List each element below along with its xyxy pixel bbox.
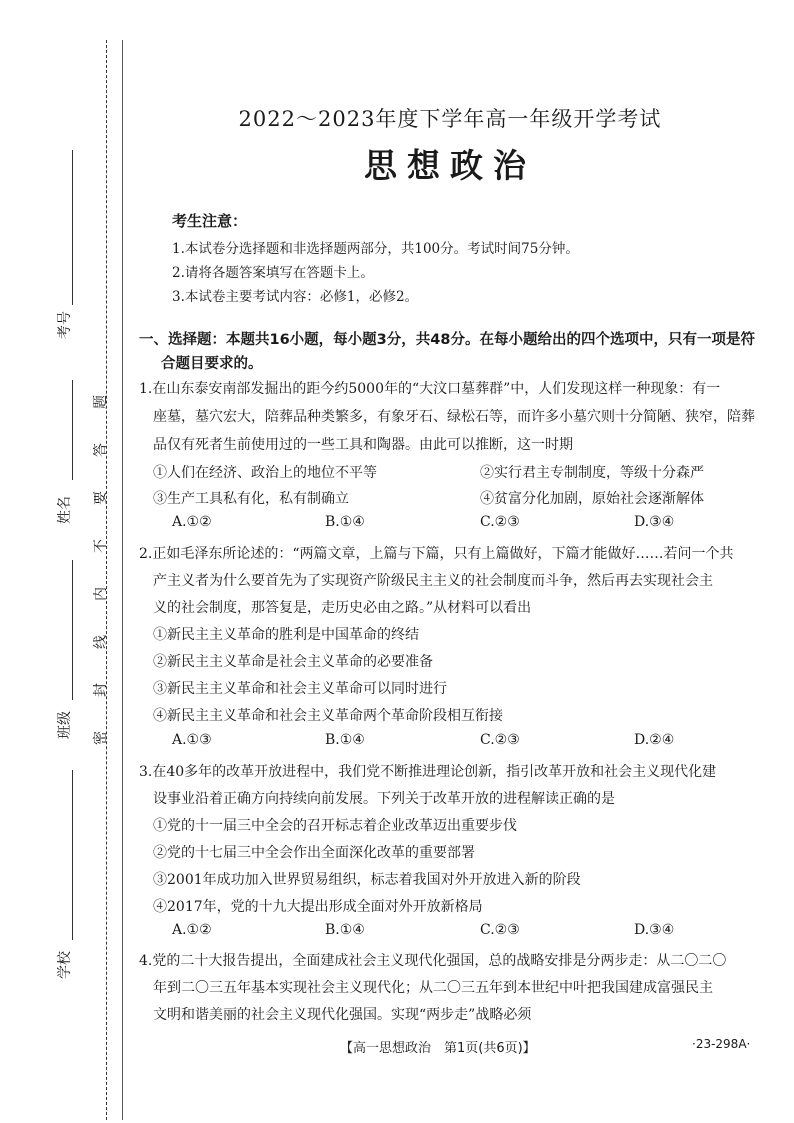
choice-b: B.①④ xyxy=(325,514,365,530)
seal-char: 线 xyxy=(93,635,109,649)
field-exam-number xyxy=(50,150,90,370)
field-label: 班级 xyxy=(57,711,73,739)
field-underline xyxy=(72,560,73,700)
seal-char: 内 xyxy=(93,587,109,601)
exam-code: ·23-298A· xyxy=(692,1037,751,1051)
choice-c: C.②③ xyxy=(480,732,520,748)
field-name xyxy=(50,380,90,530)
field-label: 学校 xyxy=(57,951,73,979)
choice-b: B.①④ xyxy=(325,922,365,938)
notice-item: 2.请将各题答案填写在答题卡上。 xyxy=(172,265,374,281)
seal-char: 要 xyxy=(93,491,109,505)
notice-heading: 考生注意： xyxy=(172,212,248,230)
question-1-text: 座墓，墓穴宏大，陪葬品种类繁多，有象牙石、绿松石等，而许多小墓穴则十分简陋、狭窄，陪葬 xyxy=(153,409,755,425)
section-heading-line: 合题目要求的。 xyxy=(161,356,263,372)
question-3-text: 设事业沿着正确方向持续向前发展。下列关于改革开放的进程解读正确的是 xyxy=(153,791,615,807)
choice-a: A.①② xyxy=(172,514,212,530)
field-underline xyxy=(72,770,73,940)
margin-border xyxy=(122,40,123,1120)
statement: ②实行君主专制制度，等级十分森严 xyxy=(480,465,704,481)
binding-margin xyxy=(0,0,125,1123)
question-4-text: 文明和谐美丽的社会主义现代化强国。实现“两步走”战略必须 xyxy=(153,1007,532,1023)
choice-a: A.①③ xyxy=(172,732,212,748)
question-1-text: 品仅有死者生前使用过的一些工具和陶器。由此可以推断，这一时期 xyxy=(153,437,573,453)
question-2-text: 产主义者为什么要首先为了实现资产阶级民主主义的社会制度而斗争，然后再去实现社会主 xyxy=(153,573,713,589)
statement: ③2001年成功加入世界贸易组织，标志着我国对外开放进入新的阶段 xyxy=(153,872,581,888)
question-2-text: 义的社会制度，那答复是，走历史必由之路。”从材料可以看出 xyxy=(153,600,532,616)
field-label: 考号 xyxy=(57,311,73,339)
exam-title: 2022～2023年度下学年高一年级开学考试 xyxy=(238,107,662,131)
statement: ④贫富分化加剧，原始社会逐渐解体 xyxy=(480,491,704,507)
statement: ①人们在经济、政治上的地位不平等 xyxy=(153,465,377,481)
field-underline xyxy=(72,150,73,305)
statement: ④2017年，党的十九大提出形成全面对外开放新格局 xyxy=(153,899,483,915)
statement: ②新民主主义革命是社会主义革命的必要准备 xyxy=(153,654,433,670)
field-label: 姓名 xyxy=(57,496,73,524)
statement: ②党的十七届三中全会作出全面深化改革的重要部署 xyxy=(153,845,475,861)
field-school xyxy=(50,770,90,990)
section-heading-line: 一、选择题：本题共16小题，每小题3分，共48分。在每小题给出的四个选项中，只有一项是符 xyxy=(139,332,755,348)
field-underline xyxy=(72,380,73,480)
seal-dashed-line xyxy=(106,40,107,1120)
question-4-text: 4.党的二十大报告提出，全面建成社会主义现代化强国，总的战略安排是分两步走：从二〇二〇 xyxy=(139,953,727,969)
statement: ③新民主主义革命和社会主义革命可以同时进行 xyxy=(153,681,447,697)
seal-char: 封 xyxy=(93,683,109,697)
field-class xyxy=(50,560,90,750)
seal-char: 密 xyxy=(93,731,109,745)
page-footer: 【高一思想政治 第1页(共6页)】 xyxy=(340,1041,536,1056)
exam-subject: 思想政治 xyxy=(364,146,536,185)
question-2-text: 2.正如毛泽东所论述的：“两篇文章，上篇与下篇，只有上篇做好，下篇才能做好……若问一个共 xyxy=(139,546,734,562)
choice-a: A.①② xyxy=(172,922,212,938)
statement: ④新民主主义革命和社会主义革命两个革命阶段相互衔接 xyxy=(153,708,503,724)
statement: ①新民主主义革命的胜利是中国革命的终结 xyxy=(153,627,419,643)
seal-char: 题 xyxy=(93,395,109,409)
question-1-text: 1.在山东泰安南部发掘出的距今约5000年的“大汶口墓葬群”中，人们发现这样一种现象：有一 xyxy=(139,381,721,397)
statement: ③生产工具私有化，私有制确立 xyxy=(153,491,349,507)
seal-char: 答 xyxy=(93,443,109,457)
notice-item: 1.本试卷分选择题和非选择题两部分，共100分。考试时间75分钟。 xyxy=(172,241,579,257)
choice-d: D.②④ xyxy=(634,732,675,748)
choice-d: D.③④ xyxy=(634,922,675,938)
section-heading xyxy=(139,328,779,376)
choice-c: C.②③ xyxy=(480,922,520,938)
question-4-text: 年到二〇三五年基本实现社会主义现代化；从二〇三五年到本世纪中叶把我国建成富强民主 xyxy=(153,980,713,996)
question-3-text: 3.在40多年的改革开放进程中，我们党不断推进理论创新，指引改革开放和社会主义现代化建 xyxy=(139,764,717,780)
notice-item: 3.本试卷主要考试内容：必修1，必修2。 xyxy=(172,289,419,305)
choice-b: B.①④ xyxy=(325,732,365,748)
statement: ①党的十一届三中全会的召开标志着企业改革迈出重要步伐 xyxy=(153,818,517,834)
choice-d: D.③④ xyxy=(634,514,675,530)
seal-char: 不 xyxy=(93,539,109,553)
choice-c: C.②③ xyxy=(480,514,520,530)
